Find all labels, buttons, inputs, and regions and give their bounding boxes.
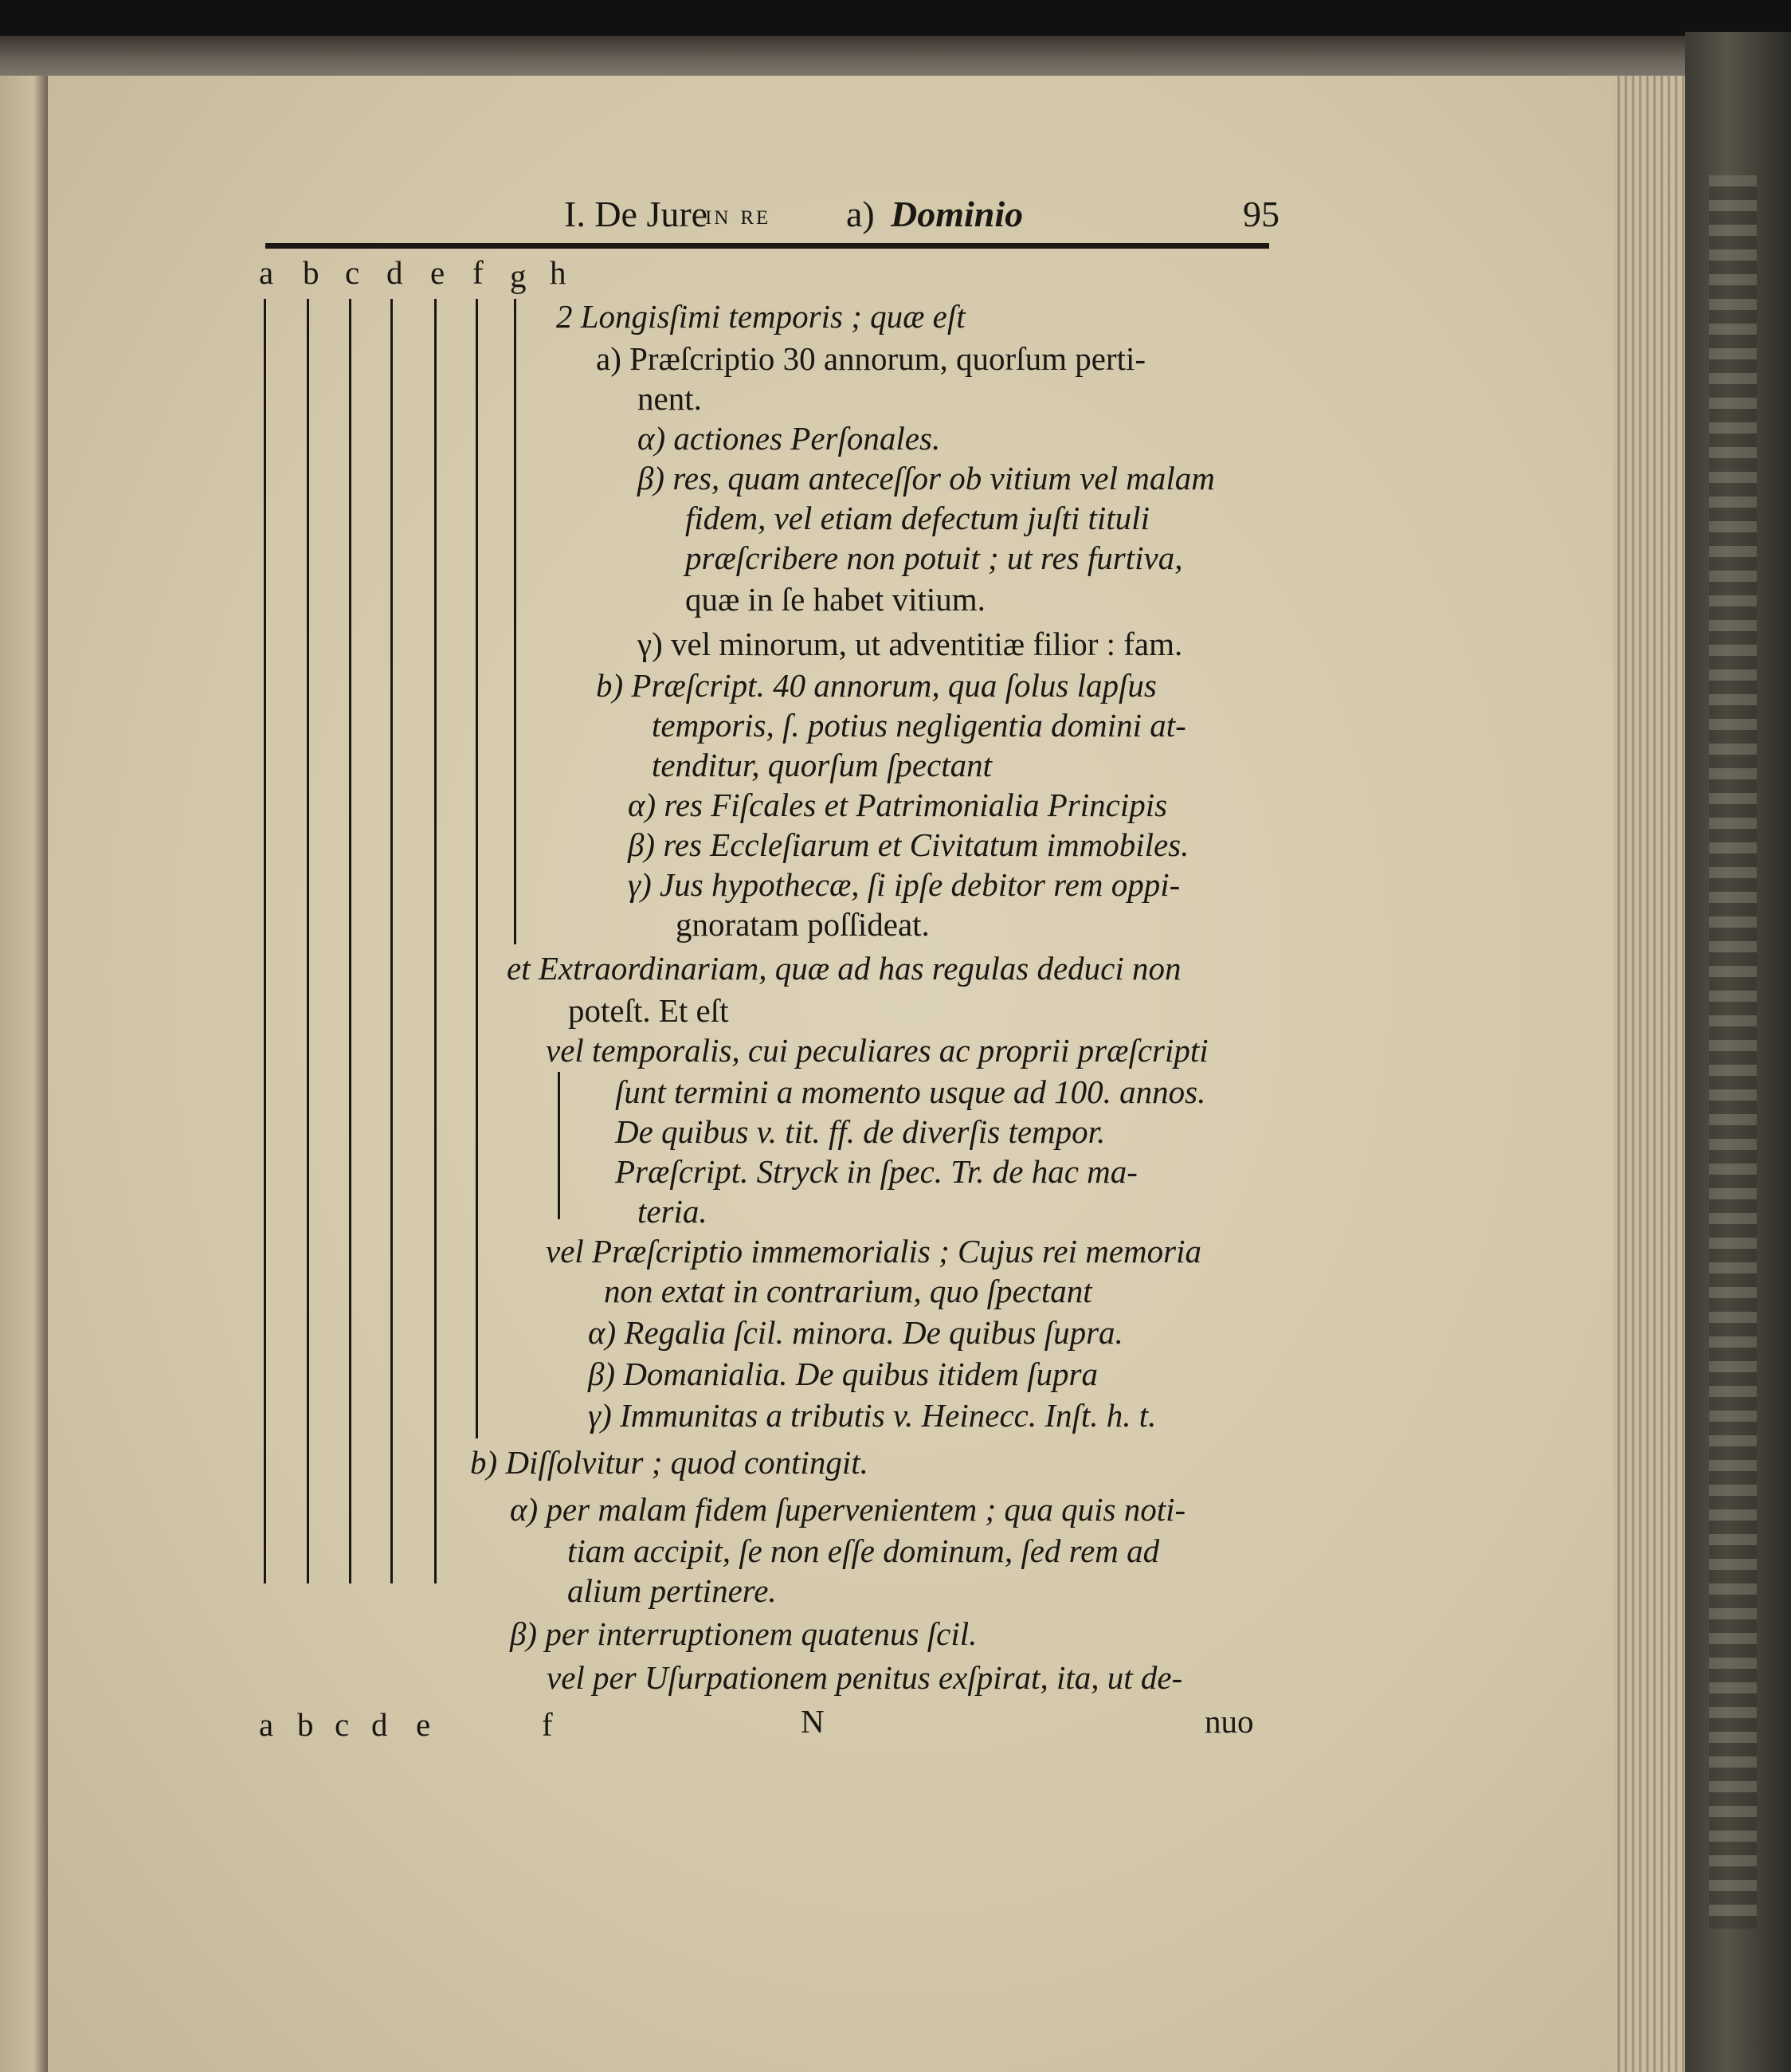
header-rule: [265, 243, 1269, 249]
column-letter: d: [371, 1706, 388, 1743]
text-line: b) Diſſolvitur ; quod contingit.: [470, 1444, 868, 1481]
text-line: gnoratam poſſideat.: [676, 906, 930, 943]
text-line: γ) vel minorum, ut adventitiæ filior : fam.: [637, 626, 1183, 662]
cover-texture: [1709, 175, 1757, 1929]
text-line: De quibus v. tit. ff. de diverſis tempor.: [615, 1113, 1106, 1150]
text-line: teria.: [637, 1193, 707, 1230]
text-line: præſcribere non potuit ; ut res furtiva,: [685, 540, 1183, 576]
bracket-line-f: [476, 299, 478, 1438]
text-line: non extat in contrarium, quo ſpectant: [604, 1273, 1092, 1309]
signature-mark: N: [801, 1703, 825, 1740]
column-letter: d: [386, 254, 403, 291]
text-line: a) Præſcriptio 30 annorum, quorſum perti-: [596, 340, 1146, 377]
text-line: γ) Immunitas a tributis v. Heinecc. Inſt. h. t.: [588, 1397, 1157, 1434]
text-line: β) res, quam anteceſſor ob vitium vel malam: [637, 460, 1215, 496]
text-line: γ) Jus hypothecæ, ſi ipſe debitor rem oppi-: [628, 866, 1181, 903]
text-line: nent.: [637, 380, 702, 417]
catchword: nuo: [1205, 1703, 1254, 1740]
running-title-italic: Dominio: [891, 194, 1024, 234]
text-line: β) Domanialia. De quibus itidem ſupra: [588, 1356, 1098, 1392]
text-line: vel Præſcriptio immemorialis ; Cujus rei memoria: [546, 1233, 1201, 1269]
bracket-line-d: [390, 299, 393, 1583]
column-letter: f: [472, 254, 484, 291]
column-letter: c: [335, 1706, 350, 1743]
text-line: vel temporalis, cui peculiares ac proprii præſcripti: [546, 1032, 1209, 1069]
text-line: α) res Fiſcales et Patrimonialia Principis: [628, 787, 1168, 823]
bracket-line-g: [514, 299, 516, 944]
bracket-line-h: [558, 1072, 560, 1219]
column-letter: e: [416, 1706, 431, 1743]
text-line: ſunt termini a momento usque ad 100. annos.: [615, 1073, 1206, 1110]
running-title-smallcaps: in re: [705, 198, 771, 230]
text-line: α) Regalia ſcil. minora. De quibus ſupra.: [588, 1314, 1123, 1351]
page-number: 95: [1243, 194, 1280, 234]
running-title: I. De Jure: [564, 194, 708, 234]
text-line: temporis, ſ. potius negligentia domini at-: [652, 707, 1186, 744]
text-line: fidem, vel etiam defectum juſti tituli: [685, 500, 1150, 536]
column-letter: f: [542, 1706, 553, 1743]
bracket-line-b: [307, 299, 309, 1583]
text-line: quæ in ſe habet vitium.: [685, 581, 986, 618]
page-fore-edge: [1613, 76, 1685, 2072]
column-letter: a: [259, 254, 274, 291]
text-line: Præſcript. Stryck in ſpec. Tr. de hac ma-: [615, 1153, 1138, 1190]
text-line: β) res Eccleſiarum et Civitatum immobiles.: [628, 826, 1189, 863]
text-line: tiam accipit, ſe non eſſe dominum, ſed rem ad: [567, 1532, 1160, 1569]
text-line: α) per malam fidem ſupervenientem ; qua quis noti-: [510, 1491, 1186, 1528]
text-line: alium pertinere.: [567, 1572, 777, 1609]
text-line: b) Præſcript. 40 annorum, qua ſolus lapſus: [596, 667, 1157, 704]
facing-page-edge: [0, 76, 48, 2072]
text-line: β) per interruptionem quatenus ſcil.: [510, 1615, 978, 1652]
column-letter: c: [345, 254, 360, 291]
text-line: α) actiones Perſonales.: [637, 420, 941, 457]
text-line: poteſt. Et eſt: [568, 992, 729, 1029]
column-letter: g: [510, 257, 527, 294]
column-letter: h: [550, 254, 566, 291]
bracket-line-a: [264, 299, 266, 1583]
bracket-line-c: [349, 299, 351, 1583]
column-letter: a: [259, 1706, 274, 1743]
running-title-section: a): [846, 194, 875, 234]
column-letter: e: [430, 254, 445, 291]
text-line: tenditur, quorſum ſpectant: [652, 747, 993, 783]
bracket-line-e: [434, 299, 437, 1583]
column-letter: b: [297, 1706, 314, 1743]
column-letter: b: [303, 254, 319, 291]
text-line: et Extraordinariam, quæ ad has regulas deduci non: [507, 950, 1182, 987]
text-line: 2 Longisſimi temporis ; quæ eſt: [556, 298, 966, 335]
text-line: vel per Uſurpationem penitus exſpirat, ita, ut de-: [547, 1659, 1183, 1696]
